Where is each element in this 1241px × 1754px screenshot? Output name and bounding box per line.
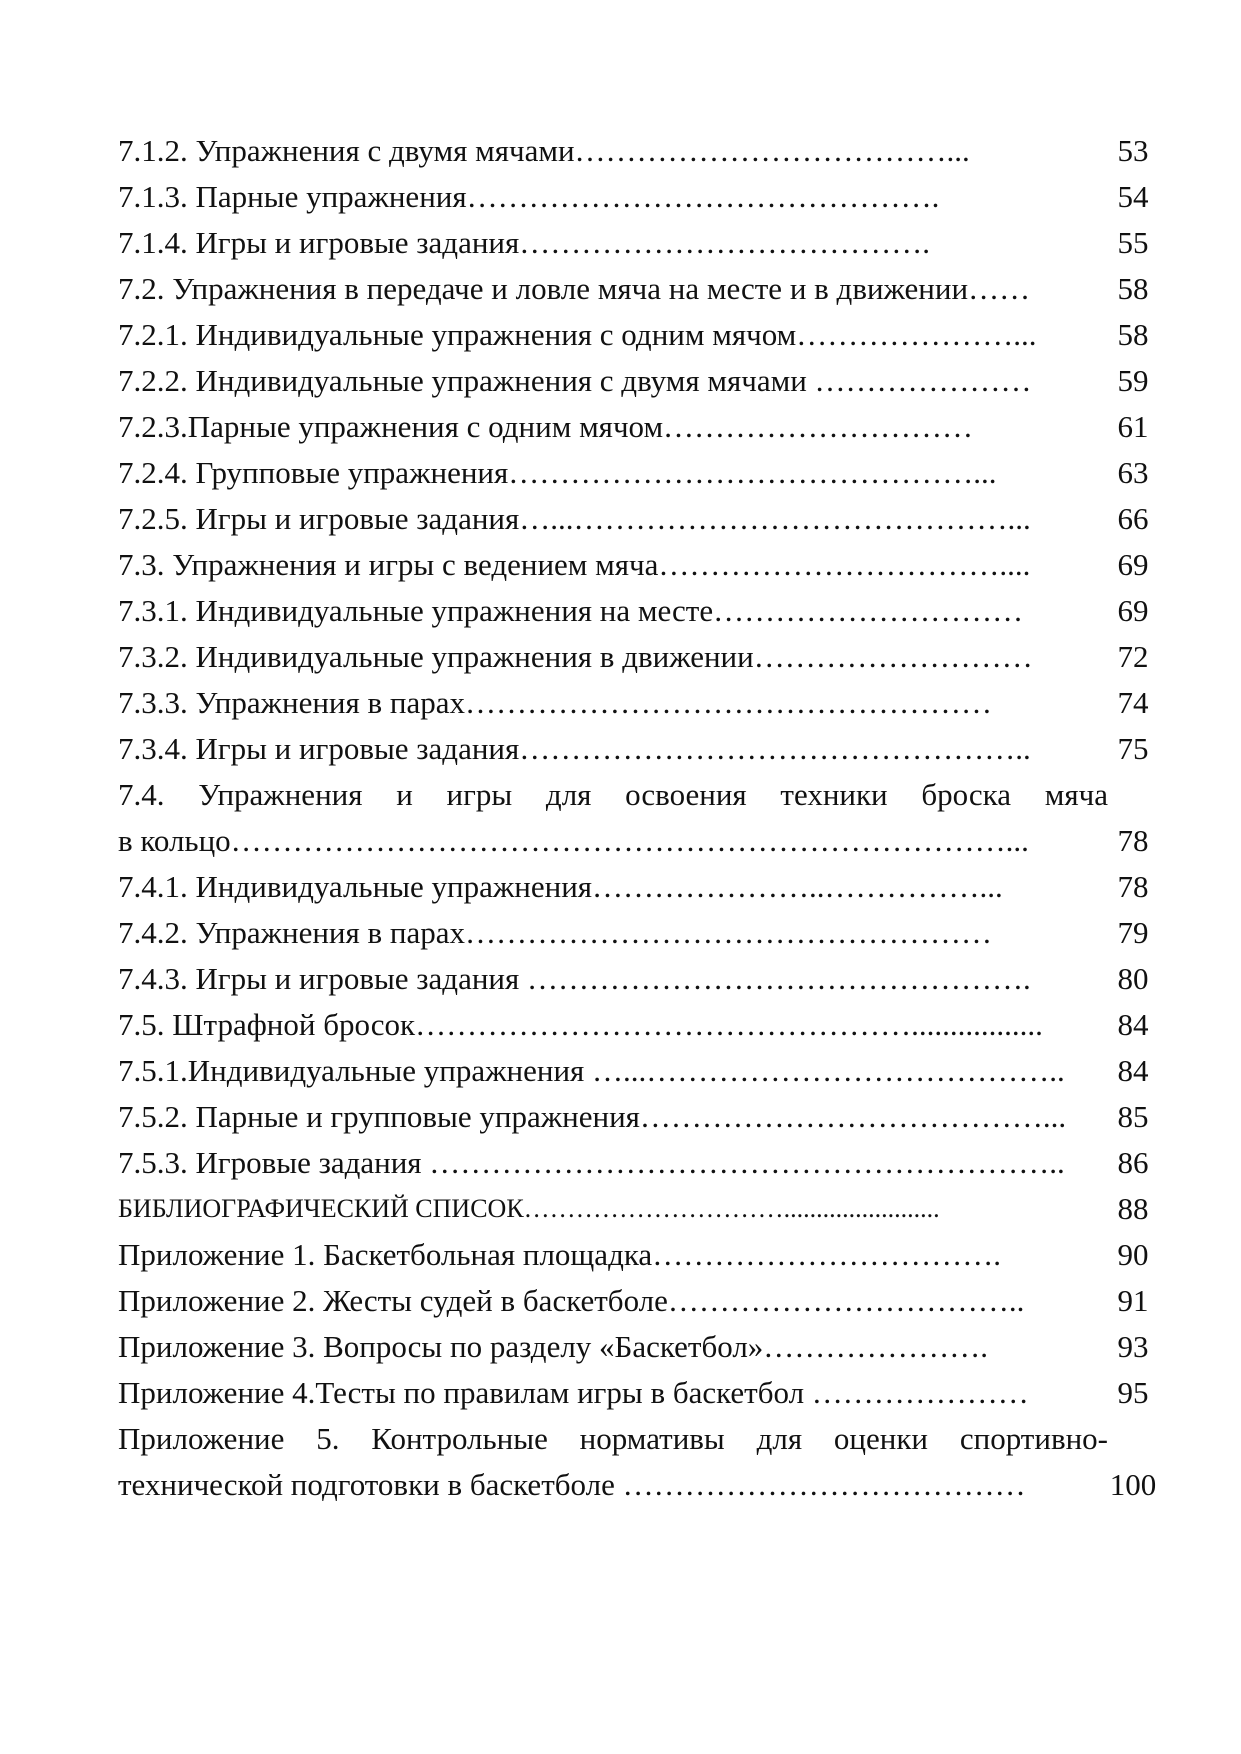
toc-entry-page-number: 58	[1117, 317, 1149, 352]
toc-entry	[118, 864, 1178, 910]
toc-entry	[118, 404, 1178, 450]
toc-entry-page-number: 95	[1117, 1375, 1149, 1410]
toc-entry-page-number: 61	[1117, 409, 1149, 444]
toc-entry	[118, 588, 1178, 634]
toc-entry-title: 7.3.3. Упражнения в парах……………………………………………	[118, 685, 993, 720]
toc-entry-page-number: 88	[1117, 1191, 1149, 1226]
toc-entry-page-number: 86	[1117, 1145, 1149, 1180]
toc-entry	[118, 496, 1178, 542]
toc-entry-title: 7.3.1. Индивидуальные упражнения на месте…………………………	[118, 593, 1024, 628]
toc-entry-page-number: 91	[1117, 1283, 1149, 1318]
toc-entry-page-number: 63	[1117, 455, 1149, 490]
toc-entry-title: 7.4.1. Индивидуальные упражнения…………………..……………...	[118, 869, 1003, 904]
toc-entry	[118, 1324, 1178, 1370]
toc-entry	[118, 312, 1178, 358]
toc-entry	[118, 1186, 1178, 1232]
toc-entry	[118, 1002, 1178, 1048]
toc-entry-title: 7.2.3.Парные упражнения с одним мячом…………………………	[118, 409, 974, 444]
toc-entry-page-number: 53	[1117, 133, 1149, 168]
toc-entry	[118, 450, 1178, 496]
toc-entry-title: Приложение 1. Баскетбольная площадка…………………………….	[118, 1237, 1001, 1272]
toc-entry-title: 7.4.2. Упражнения в парах……………………………………………	[118, 915, 993, 950]
toc-entry	[118, 1140, 1178, 1186]
toc-entry-title: 7.3.4. Игры и игровые задания…………………………………………..	[118, 731, 1031, 766]
toc-entry	[118, 1462, 1178, 1508]
toc-entry-title: 7.5.1.Индивидуальные упражнения …...…………………………………..	[118, 1053, 1065, 1088]
toc-entry-page-number: 69	[1117, 547, 1149, 582]
toc-entry-title: 7.5.2. Парные и групповые упражнения…………………………………...	[118, 1099, 1067, 1134]
toc-entry-title: 7.3. Упражнения и игры с ведением мяча……………………………....	[118, 547, 1031, 582]
toc-entry-title: Приложение 5. Контрольные нормативы для оценки спортивно-	[118, 1421, 1108, 1456]
toc-entry-title: 7.4. Упражнения и игры для освоения техники броска мяча	[118, 777, 1108, 812]
toc-entry-page-number: 75	[1117, 731, 1149, 766]
toc-entry-title: технической подготовки в баскетболе …………………………………	[118, 1467, 1026, 1502]
toc-entry-title: 7.2.2. Индивидуальные упражнения с двумя мячами …………………	[118, 363, 1032, 398]
toc-entry	[118, 220, 1178, 266]
toc-entry	[118, 818, 1178, 864]
toc-entry	[118, 1278, 1178, 1324]
toc-entry-page-number: 66	[1117, 501, 1149, 536]
toc-entry	[118, 910, 1178, 956]
toc-entry-title: 7.1.4. Игры и игровые задания………………………………….	[118, 225, 931, 260]
toc-entry	[118, 266, 1178, 312]
toc-entry	[118, 1094, 1178, 1140]
toc-entry	[118, 128, 1178, 174]
toc-entry-page-number: 58	[1117, 271, 1149, 306]
toc-entry-page-number: 85	[1117, 1099, 1149, 1134]
toc-entry	[118, 772, 1178, 818]
toc-entry-page-number: 72	[1117, 639, 1149, 674]
toc-entry-page-number: 84	[1117, 1007, 1149, 1042]
toc-entry-page-number: 80	[1117, 961, 1149, 996]
toc-entry-title: 7.1.3. Парные упражнения……………………………………….	[118, 179, 940, 214]
toc-entry-title: БИБЛИОГРАФИЧЕСКИЙ СПИСОК…………………………........................	[118, 1194, 940, 1223]
toc-entry-title: 7.5. Штрафной бросок………………………………………….................	[118, 1007, 1043, 1042]
toc-entry-title: 7.4.3. Игры и игровые задания ………………………………………….	[118, 961, 1031, 996]
toc-entry-page-number: 78	[1117, 823, 1149, 858]
toc-entry-page-number: 55	[1117, 225, 1149, 260]
toc-entry-title: Приложение 3. Вопросы по разделу «Баскетбол»………………….	[118, 1329, 989, 1364]
toc-entry-title: 7.1.2. Упражнения с двумя мячами………………………………...	[118, 133, 970, 168]
toc-entry-page-number: 93	[1117, 1329, 1149, 1364]
toc-entry-title: Приложение 2. Жесты судей в баскетболе……………………………..	[118, 1283, 1025, 1318]
toc-entry	[118, 1370, 1178, 1416]
toc-entry	[118, 358, 1178, 404]
toc-entry	[118, 1416, 1178, 1462]
toc-entry	[118, 1232, 1178, 1278]
table-of-contents	[118, 128, 1178, 1508]
toc-entry-title: 7.5.3. Игровые задания ……………………………………………………..	[118, 1145, 1065, 1180]
toc-entry	[118, 1048, 1178, 1094]
toc-entry-title: 7.2.1. Индивидуальные упражнения с одним мячом…………………...	[118, 317, 1037, 352]
toc-entry	[118, 680, 1178, 726]
toc-entry-page-number: 100	[1109, 1467, 1157, 1502]
toc-entry-page-number: 79	[1117, 915, 1149, 950]
toc-entry-title: 7.2.5. Игры и игровые задания…...……………………………………...	[118, 501, 1031, 536]
toc-entry-page-number: 78	[1117, 869, 1149, 904]
toc-entry-title: 7.2. Упражнения в передаче и ловле мяча на месте и в движении……	[118, 271, 1031, 306]
toc-entry-page-number: 69	[1117, 593, 1149, 628]
toc-entry-title: 7.3.2. Индивидуальные упражнения в движении………………………	[118, 639, 1033, 674]
toc-entry-page-number: 54	[1117, 179, 1149, 214]
toc-entry	[118, 956, 1178, 1002]
toc-entry-title: в кольцо…………………………………………………………………...	[118, 823, 1029, 858]
toc-entry-page-number: 59	[1117, 363, 1149, 398]
toc-entry-title: Приложение 4.Тесты по правилам игры в баскетбол …………………	[118, 1375, 1029, 1410]
toc-entry-title: 7.2.4. Групповые упражнения………………………………………...	[118, 455, 997, 490]
toc-entry	[118, 174, 1178, 220]
toc-entry	[118, 726, 1178, 772]
toc-entry	[118, 542, 1178, 588]
toc-entry-page-number: 84	[1117, 1053, 1149, 1088]
toc-entry-page-number: 90	[1117, 1237, 1149, 1272]
toc-entry-page-number: 74	[1117, 685, 1149, 720]
toc-entry	[118, 634, 1178, 680]
